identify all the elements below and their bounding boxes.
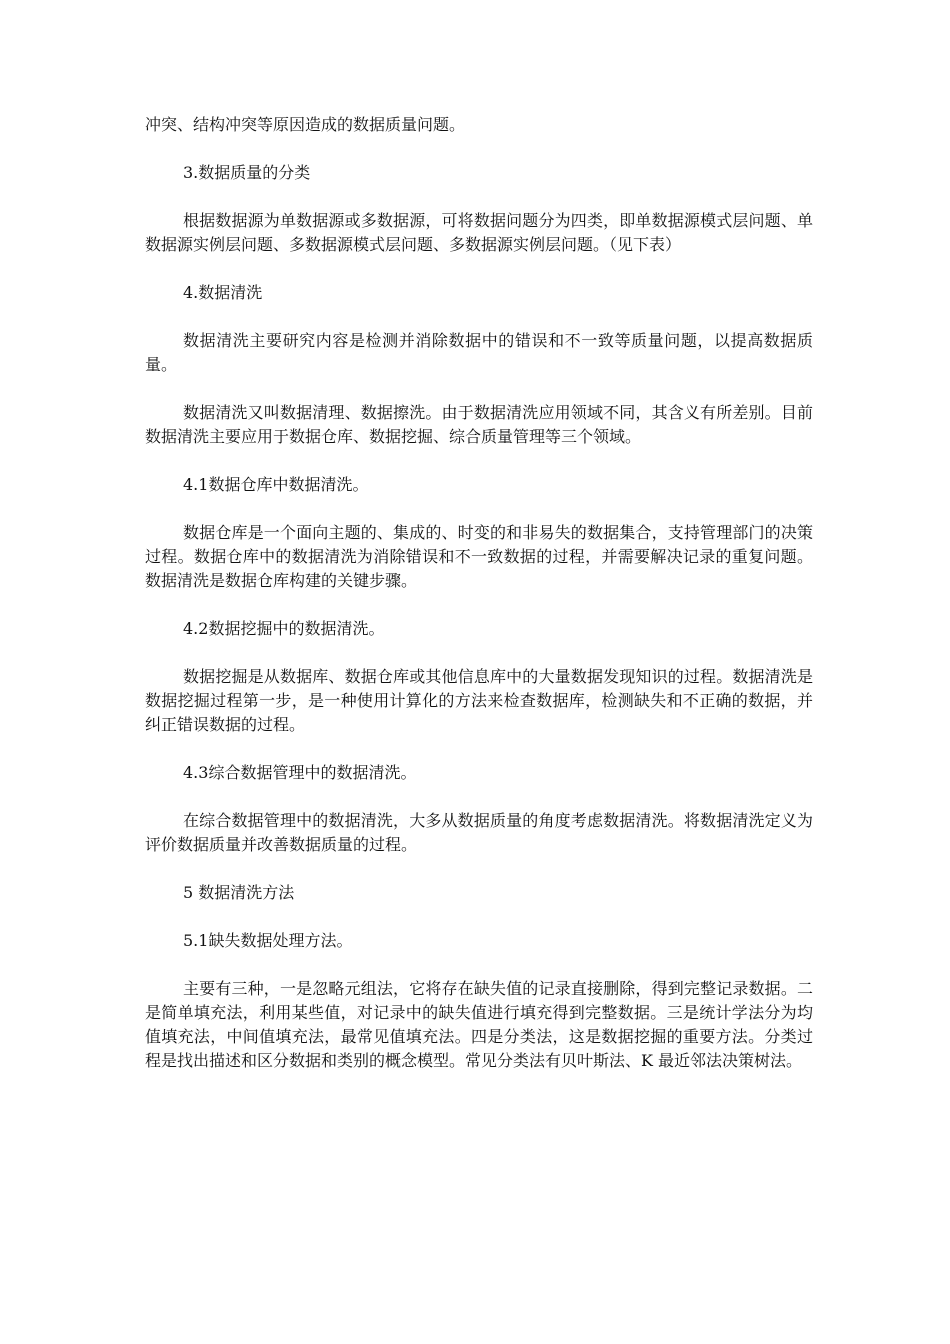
paragraph-warehouse: 数据仓库是一个面向主题的、集成的、时变的和非易失的数据集合，支持管理部门的决策过程。数据仓库中的数据清洗为消除错误和不一致数据的过程，并需要解决记录的重复问题。数据清洗是数据仓库构建的关键步骤。	[145, 523, 813, 590]
heading-4-data-cleaning: 4.数据清洗	[183, 283, 263, 302]
heading-4-3-management: 4.3综合数据管理中的数据清洗。	[183, 763, 417, 782]
paragraph-classification: 根据数据源为单数据源或多数据源，可将数据问题分为四类，即单数据源模式层问题、单数据源实例层问题、多数据源模式层问题、多数据源实例层问题。（见下表）	[145, 211, 813, 254]
paragraph-cleaning-alias: 数据清洗又叫数据清理、数据擦洗。由于数据清洗应用领域不同，其含义有所差别。目前数据清洗主要应用于数据仓库、数据挖掘、综合质量管理等三个领域。	[145, 403, 813, 446]
heading-5-1-missing-data: 5.1缺失数据处理方法。	[183, 931, 353, 950]
heading-5-methods: 5 数据清洗方法	[183, 883, 295, 902]
paragraph-cleaning-content: 数据清洗主要研究内容是检测并消除数据中的错误和不一致等质量问题，以提高数据质量。	[145, 331, 813, 374]
heading-4-2-mining: 4.2数据挖掘中的数据清洗。	[183, 619, 385, 638]
paragraph-continuation: 冲突、结构冲突等原因造成的数据质量问题。	[145, 115, 466, 134]
paragraph-management: 在综合数据管理中的数据清洗，大多从数据质量的角度考虑数据清洗。将数据清洗定义为评价数据质量并改善数据质量的过程。	[145, 811, 813, 854]
document-page	[145, 113, 813, 1097]
paragraph-mining: 数据挖掘是从数据库、数据仓库或其他信息库中的大量数据发现知识的过程。数据清洗是数据挖掘过程第一步，是一种使用计算化的方法来检查数据库，检测缺失和不正确的数据，并纠正错误数据的过程。	[145, 667, 813, 734]
heading-3-quality-classification: 3.数据质量的分类	[183, 163, 311, 182]
paragraph-missing-data: 主要有三种，一是忽略元组法，它将存在缺失值的记录直接删除，得到完整记录数据。二是简单填充法，利用某些值，对记录中的缺失值进行填充得到完整数据。三是统计学法分为均值填充法，中间值填充法，最常见值填充法。四是分类法，这是数据挖掘的重要方法。分类过程是找出描述和区分数据和类别的概念模型。常见分类法有贝叶斯法、K 最近邻法决策树法。	[145, 979, 813, 1070]
heading-4-1-warehouse: 4.1数据仓库中数据清洗。	[183, 475, 369, 494]
